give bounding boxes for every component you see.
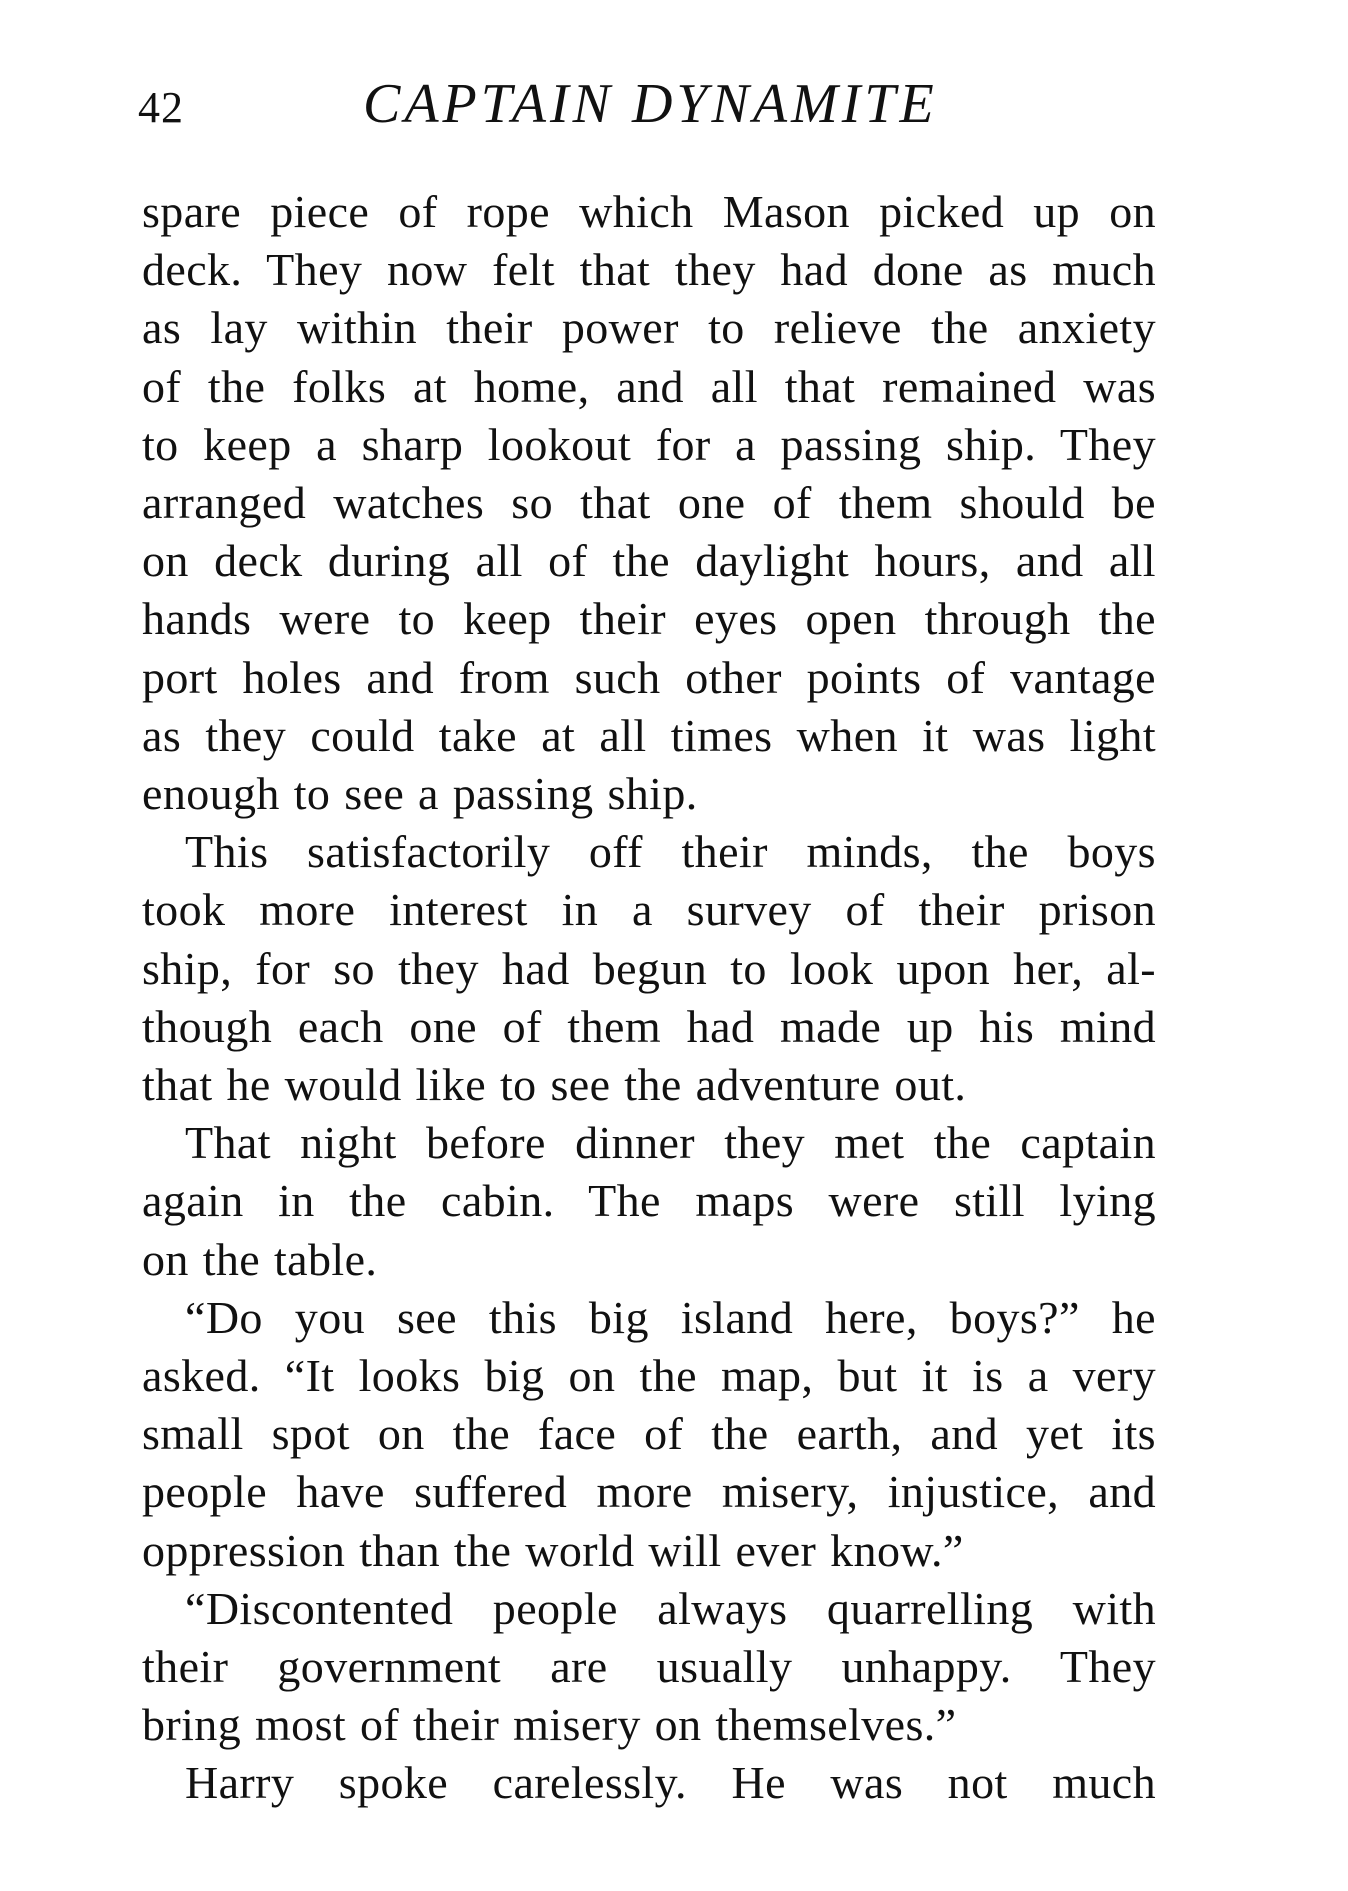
paragraph-1 bbox=[142, 183, 1156, 823]
text-line: ship, for so they had begun to look upon her, al- bbox=[142, 942, 1156, 994]
page-header bbox=[138, 72, 1158, 142]
text-line: enough to see a passing ship. bbox=[142, 768, 698, 820]
text-line: their government are usually unhappy. They bbox=[142, 1641, 1156, 1693]
text-line: small spot on the face of the earth, and yet its bbox=[142, 1408, 1156, 1460]
paragraph-3 bbox=[142, 1114, 1156, 1289]
paragraph-2 bbox=[142, 823, 1156, 1114]
text-line: to keep a sharp lookout for a passing ship. They bbox=[142, 418, 1156, 470]
text-line: This satisfactorily off their minds, the boys bbox=[185, 826, 1156, 878]
text-line: took more interest in a survey of their prison bbox=[142, 884, 1156, 936]
text-line: “Discontented people always quarrelling with bbox=[185, 1582, 1156, 1634]
text-line: though each one of them had made up his mind bbox=[142, 1000, 1156, 1052]
text-line: That night before dinner they met the captain bbox=[185, 1117, 1156, 1169]
text-line: Harry spoke carelessly. He was not much bbox=[185, 1757, 1156, 1809]
text-line: “Do you see this big island here, boys?” he bbox=[185, 1291, 1156, 1343]
text-line: hands were to keep their eyes open through the bbox=[142, 593, 1156, 645]
text-line: bring most of their misery on themselves.” bbox=[142, 1699, 957, 1751]
text-line: people have suffered more misery, injustice, and bbox=[142, 1466, 1156, 1518]
text-line: of the folks at home, and all that remained was bbox=[142, 360, 1156, 412]
text-line: spare piece of rope which Mason picked up on bbox=[142, 186, 1156, 237]
text-line: on the table. bbox=[142, 1233, 378, 1285]
body-text bbox=[142, 183, 1156, 1813]
text-line: deck. They now felt that they had done as much bbox=[142, 244, 1156, 296]
text-line: on deck during all of the daylight hours, and all bbox=[142, 535, 1156, 587]
text-line: as they could take at all times when it was light bbox=[142, 709, 1156, 761]
text-line: as lay within their power to relieve the anxiety bbox=[142, 302, 1156, 354]
running-title: CAPTAIN DYNAMITE bbox=[363, 73, 938, 135]
text-line: arranged watches so that one of them should be bbox=[142, 477, 1156, 529]
paragraph-6 bbox=[142, 1754, 1156, 1812]
text-line: port holes and from such other points of vantage bbox=[142, 651, 1156, 703]
page-number: 42 bbox=[138, 83, 184, 132]
text-line: oppression than the world will ever know.” bbox=[142, 1524, 964, 1576]
text-line: again in the cabin. The maps were still lying bbox=[142, 1175, 1156, 1227]
paragraph-4 bbox=[142, 1289, 1156, 1580]
text-line: asked. “It looks big on the map, but it is a very bbox=[142, 1350, 1156, 1402]
text-line: that he would like to see the adventure out. bbox=[142, 1059, 967, 1111]
paragraph-5 bbox=[142, 1580, 1156, 1755]
